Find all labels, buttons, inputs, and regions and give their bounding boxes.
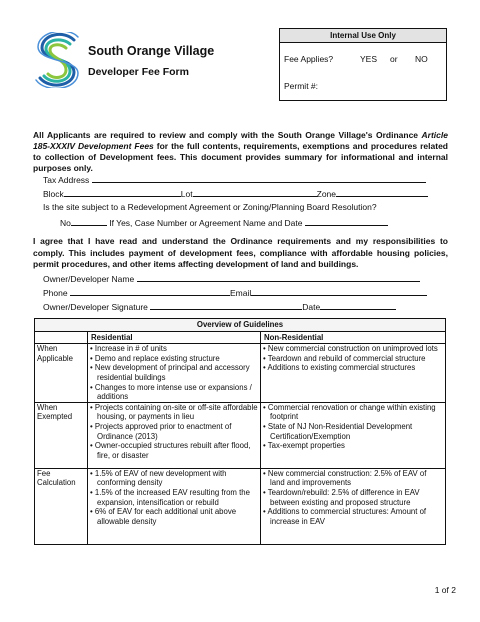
fee-applies-row (284, 54, 428, 64)
intro-article: Article 185-XXXIV Development Fees (33, 130, 448, 151)
block-lot-zone-row (43, 187, 428, 199)
list-item: • 1.5% of the increased EAV resulting from the expansion, intensification or rebuild (90, 488, 258, 507)
list-item: • State of NJ Non-Residential Development Certification/Exemption (263, 422, 443, 441)
or-text: or (390, 54, 398, 64)
overview-title: Overview of Guidelines (35, 319, 446, 332)
row-label: When Exempted (35, 402, 88, 468)
list-item: • Projects containing on-site or off-site affordable housing, or payments in lieu (90, 403, 258, 422)
table-row (35, 402, 446, 468)
date-label: Date (302, 302, 321, 312)
phone-email-row (43, 286, 427, 298)
list-item: • Projects approved prior to enactment of Ordinance (2013) (90, 422, 258, 441)
org-name: South Orange Village (88, 44, 215, 58)
lot-label: Lot (180, 189, 193, 199)
tax-address-row (43, 173, 426, 185)
list-item: • Demo and replace existing structure (90, 354, 258, 364)
owner-name-row (43, 272, 420, 284)
zone-field[interactable] (336, 187, 428, 197)
table-row (35, 468, 446, 544)
list-item: • Additions to existing commercial structures (263, 363, 443, 373)
intro-text-before: All Applicants are required to review and comply with the South Orange Village's Ordinance (33, 130, 422, 140)
permit-label: Permit #: (284, 81, 319, 91)
redevelopment-question: Is the site subject to a Redevelopment Agreement or Zoning/Planning Board Resolution? (43, 202, 377, 212)
list-item: • Changes to more intense use or expansions / additions (90, 383, 258, 402)
form-title: Developer Fee Form (88, 66, 189, 78)
overview-table (34, 318, 446, 545)
list-item: • Commercial renovation or change within existing footprint (263, 403, 443, 422)
email-field[interactable] (251, 286, 427, 296)
internal-use-title: Internal Use Only (280, 29, 446, 43)
no-field[interactable] (71, 216, 107, 226)
list-item: • Increase in # of units (90, 344, 258, 354)
block-field[interactable] (64, 187, 181, 197)
list-item: • New commercial construction on unimproved lots (263, 344, 443, 354)
date-field[interactable] (320, 300, 396, 310)
list-item: • 6% of EAV for each additional unit above allowable density (90, 507, 258, 526)
list-item: • Teardown/rebuild: 2.5% of difference in EAV between existing and proposed structure (263, 488, 443, 507)
phone-label: Phone (43, 288, 68, 298)
table-row (35, 344, 446, 403)
owner-name-label: Owner/Developer Name (43, 274, 135, 284)
phone-field[interactable] (70, 286, 230, 296)
list-item: • Additions to commercial structures: Amount of increase in EAV (263, 507, 443, 526)
owner-signature-label: Owner/Developer Signature (43, 302, 148, 312)
list-item: • 1.5% of EAV of new development with conforming density (90, 469, 258, 488)
village-logo-icon (34, 32, 82, 88)
row-label: Fee Calculation (35, 468, 88, 544)
email-label: Email (229, 288, 252, 298)
list-item: • New development of principal and accessory residential buildings (90, 363, 258, 382)
tax-address-field[interactable] (92, 173, 426, 183)
owner-signature-field[interactable] (150, 300, 302, 310)
row-label: When Applicable (35, 344, 88, 403)
col-nonresidential: Non-Residential (261, 331, 446, 344)
signature-date-row (43, 300, 396, 312)
list-item: • Owner-occupied structures rebuilt after flood, fire, or disaster (90, 441, 258, 460)
no-option[interactable]: NO (415, 54, 428, 64)
tax-address-label: Tax Address (43, 175, 90, 185)
no-label: No (60, 218, 71, 228)
list-item: • New commercial construction: 2.5% of EAV of land and improvements (263, 469, 443, 488)
list-item: • Tax-exempt properties (263, 441, 443, 451)
intro-text-after: for the full contents, requirements, exemptions and procedures related to collection of Development fees. This document provides summary for informational and internal purposes only. (33, 141, 448, 173)
case-number-field[interactable] (305, 216, 388, 226)
list-item: • Teardown and rebuild of commercial structure (263, 354, 443, 364)
zone-label: Zone (316, 189, 336, 199)
page-number: 1 of 2 (434, 585, 456, 595)
if-yes-label: If Yes, Case Number or Agreement Name and Date (109, 218, 303, 228)
intro-paragraph (33, 130, 448, 174)
fee-applies-label: Fee Applies? (284, 54, 334, 64)
block-label: Block (43, 189, 64, 199)
owner-name-field[interactable] (137, 272, 420, 282)
agreement-paragraph: I agree that I have read and understand the Ordinance requirements and my responsibilities to comply. This includes payment of development fees, compliance with affordable housing policies, permit procedures, and other items affecting development of land and buildings. (33, 236, 448, 269)
yes-option[interactable]: YES (360, 54, 378, 64)
no-ifyes-row (60, 216, 388, 228)
col-residential: Residential (88, 331, 261, 344)
internal-use-box (279, 28, 447, 101)
lot-field[interactable] (193, 187, 317, 197)
